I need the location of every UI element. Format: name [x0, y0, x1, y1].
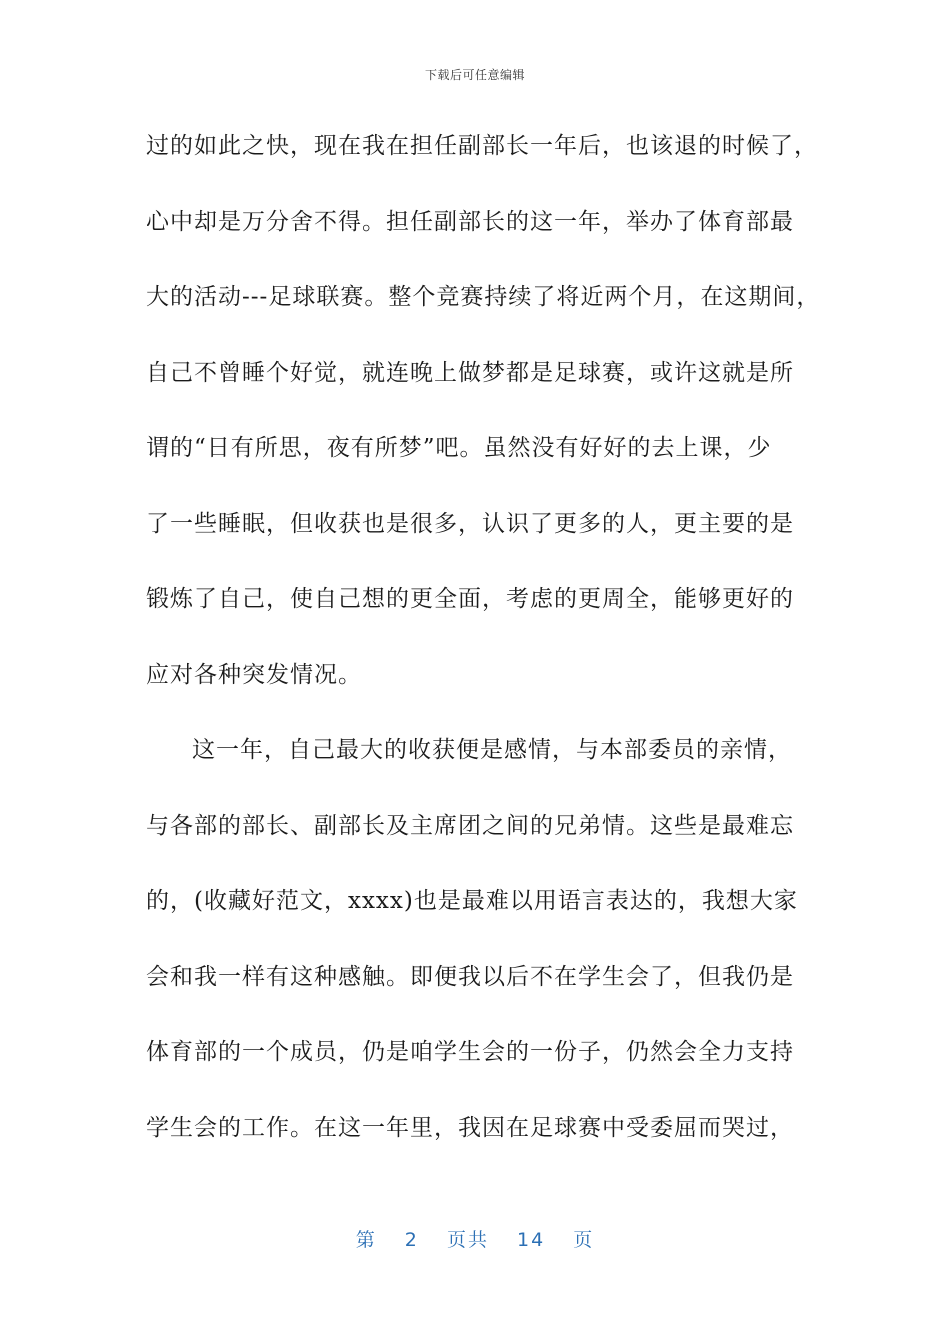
text-line: 体育部的一个成员，仍是咱学生会的一份子，仍然会全力支持	[146, 1039, 794, 1065]
footer-prefix: 第	[355, 1229, 377, 1251]
total-pages-number: 14	[517, 1229, 546, 1251]
document-body	[146, 126, 826, 1183]
footer-middle: 页共	[446, 1229, 489, 1251]
page-number-footer	[0, 1225, 950, 1252]
text-line: 大的活动---足球联赛。整个竞赛持续了将近两个月，在这期间，	[146, 284, 821, 310]
footer-suffix: 页	[573, 1229, 595, 1251]
text-line: 与各部的部长、副部长及主席团之间的兄弟情。这些是最难忘	[146, 812, 794, 839]
text-line: 的，(收藏好范文，xxxx)也是最难以用语言表达的，我想大家	[146, 888, 798, 914]
text-line: 过的如此之快，现在我在担任副部长一年后，也该退的时候了，	[146, 133, 818, 159]
text-line: 谓的“日有所思，夜有所梦”吧。虽然没有好好的去上课，少	[146, 435, 772, 461]
text-line: 会和我一样有这种感触。即便我以后不在学生会了，但我仍是	[146, 963, 794, 990]
text-line: 应对各种突发情况。	[146, 661, 362, 688]
text-line: 学生会的工作。在这一年里，我因在足球赛中受委屈而哭过，	[146, 1114, 794, 1141]
text-line: 心中却是万分舍不得。担任副部长的这一年，举办了体育部最	[146, 208, 794, 235]
text-line: 了一些睡眠，但收获也是很多，认识了更多的人，更主要的是	[146, 510, 794, 537]
current-page-number: 2	[404, 1229, 419, 1251]
page-header: 下载后可任意编辑	[424, 68, 525, 82]
paragraph-start-line: 这一年，自己最大的收获便是感情，与本部委员的亲情，	[192, 737, 792, 763]
text-line: 锻炼了自己，使自己想的更全面，考虑的更周全，能够更好的	[146, 586, 794, 612]
text-line: 自己不曾睡个好觉，就连晚上做梦都是足球赛，或许这就是所	[146, 359, 794, 386]
